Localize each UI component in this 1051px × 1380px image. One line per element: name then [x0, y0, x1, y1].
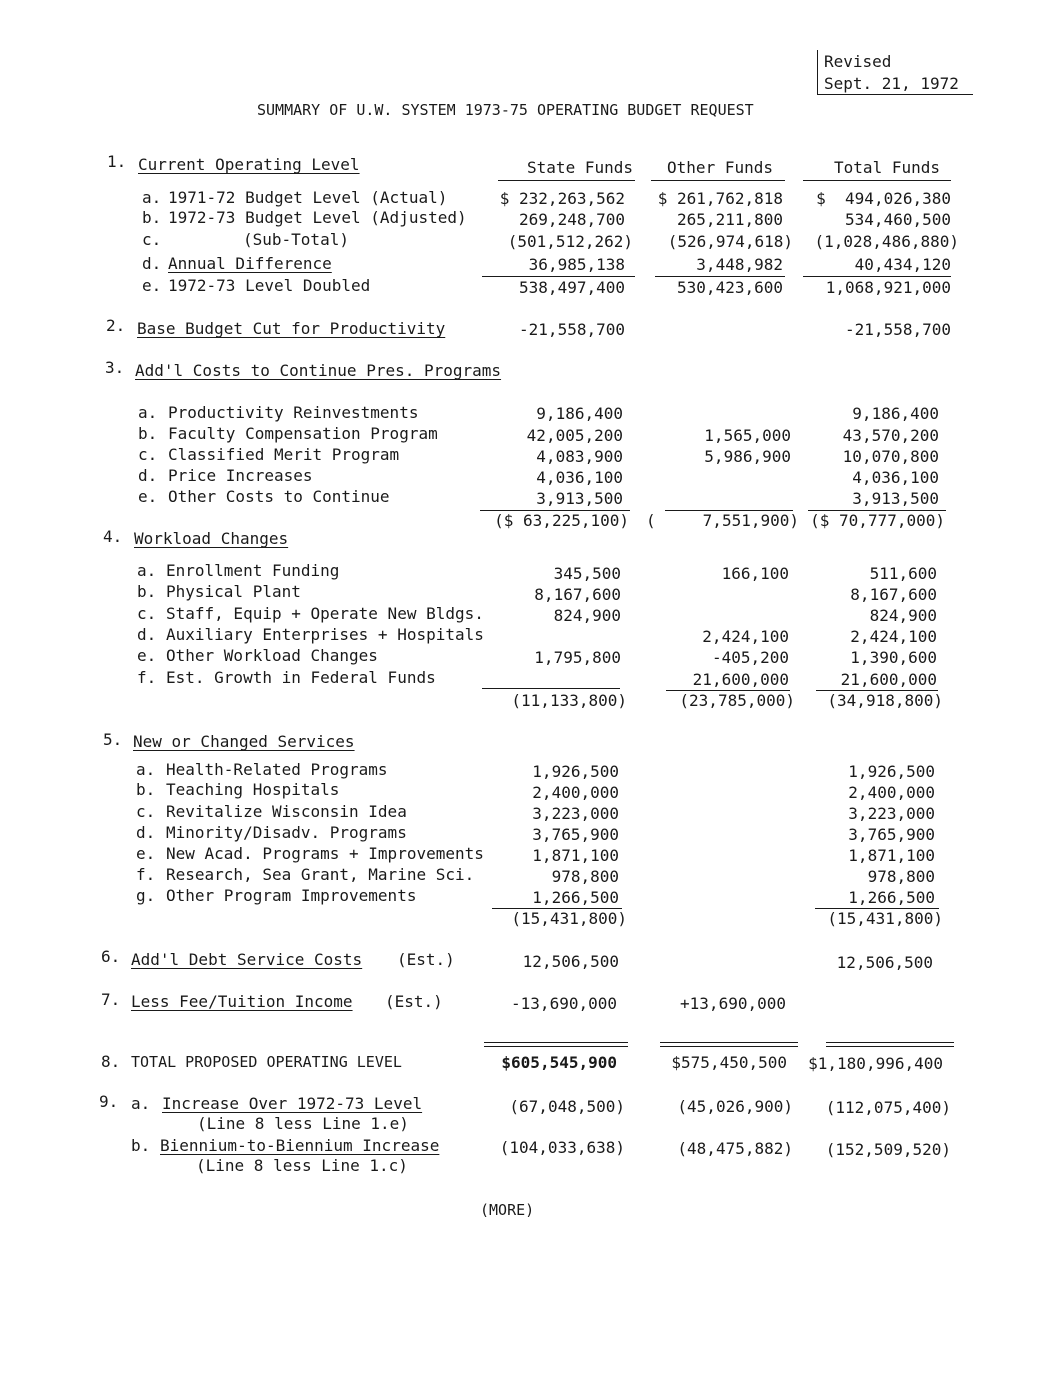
sec3-subtotal-other: 7,551,900) — [702, 511, 799, 530]
sec1-rule-other — [655, 276, 785, 277]
page-title: SUMMARY OF U.W. SYSTEM 1973-75 OPERATING BUDGET REQUEST — [257, 101, 754, 119]
sec9-a-total: (112,075,400) — [825, 1098, 951, 1117]
sec3-row-e-total: 3,913,500 — [852, 489, 939, 508]
col-header-state: State Funds — [527, 158, 633, 177]
sec4-row-e-other: -405,200 — [711, 648, 789, 667]
sec4-row-a-label: Enrollment Funding — [166, 561, 340, 580]
sec1-row-c-other: (526,974,618) — [667, 232, 793, 251]
sec5-row-f-label: Research, Sea Grant, Marine Sci. — [166, 865, 475, 884]
sec1-title: Current Operating Level — [138, 155, 360, 174]
sec8-num: 8. — [101, 1052, 121, 1071]
sec4-row-e-label: Other Workload Changes — [166, 646, 378, 665]
sec4-row-c-total: 824,900 — [869, 606, 937, 625]
sec3-row-b-state: 42,005,200 — [526, 426, 623, 445]
sec5-row-a-total: 1,926,500 — [848, 762, 935, 781]
sec3-row-c-total: 10,070,800 — [842, 447, 939, 466]
sec3-row-b-total: 43,570,200 — [842, 426, 939, 445]
sec9-num: 9. — [99, 1092, 119, 1111]
sec4-row-d-letter: d. — [137, 625, 157, 644]
sec4-row-c-state: 824,900 — [553, 606, 621, 625]
sec7-title: Less Fee/Tuition Income — [131, 992, 353, 1011]
sec3-row-d-letter: d. — [138, 466, 158, 485]
sec5-row-b-letter: b. — [136, 780, 156, 799]
sec4-row-f-label: Est. Growth in Federal Funds — [166, 668, 436, 687]
sec4-title: Workload Changes — [134, 529, 289, 548]
sec3-subtotal-state: ($ 63,225,100) — [494, 511, 629, 530]
sec5-row-a-letter: a. — [136, 760, 156, 779]
sec3-row-c-state: 4,083,900 — [536, 447, 623, 466]
sec1-row-c-letter: c. — [142, 230, 162, 249]
sec5-row-c-label: Revitalize Wisconsin Idea — [166, 802, 407, 821]
sec6-num: 6. — [101, 947, 121, 966]
sec9-a-other: (45,026,900) — [677, 1097, 793, 1116]
sec3-row-b-label: Faculty Compensation Program — [168, 424, 438, 443]
sec5-row-c-letter: c. — [136, 802, 156, 821]
sec8-state: $605,545,900 — [501, 1053, 617, 1072]
revised-underline — [817, 94, 973, 95]
sec5-row-g-total: 1,266,500 — [848, 888, 935, 907]
sec1-row-a-letter: a. — [142, 188, 162, 207]
sec1-row-b-other: 265,211,800 — [677, 210, 783, 229]
col-header-total-rule — [803, 180, 951, 181]
sec2-total: -21,558,700 — [845, 320, 951, 339]
sec8-double-rule-other-1 — [660, 1042, 798, 1043]
sec6-title: Add'l Debt Service Costs — [131, 950, 363, 969]
revised-bracket — [817, 50, 818, 94]
sec5-row-c-state: 3,223,000 — [532, 804, 619, 823]
sec1-row-a-state: $ 232,263,562 — [499, 189, 625, 208]
sec8-other: $575,450,500 — [671, 1053, 787, 1072]
sec5-row-d-total: 3,765,900 — [848, 825, 935, 844]
sec4-rule-state — [482, 688, 620, 689]
sec1-row-a-other: $ 261,762,818 — [657, 189, 783, 208]
sec4-row-f-other: 21,600,000 — [692, 670, 789, 689]
sec1-row-d-total: 40,434,120 — [854, 255, 951, 274]
sec4-row-d-label: Auxiliary Enterprises + Hospitals — [166, 625, 484, 644]
sec4-row-b-state: 8,167,600 — [534, 585, 621, 604]
more-indicator: (MORE) — [480, 1201, 535, 1219]
sec9-a-state: (67,048,500) — [509, 1097, 625, 1116]
sec4-num: 4. — [103, 527, 123, 546]
sec5-row-e-state: 1,871,100 — [532, 846, 619, 865]
sec5-row-d-label: Minority/Disadv. Programs — [166, 823, 407, 842]
sec3-row-c-other: 5,986,900 — [704, 447, 791, 466]
sec9-b-title: Biennium-to-Biennium Increase — [160, 1136, 440, 1155]
sec3-row-c-label: Classified Merit Program — [168, 445, 400, 464]
sec9-b-total: (152,509,520) — [825, 1140, 951, 1159]
sec8-double-rule-state-2 — [484, 1046, 628, 1047]
sec4-row-a-other: 166,100 — [721, 564, 789, 583]
sec1-row-d-label: Annual Difference — [168, 254, 332, 273]
sec1-row-e-label: 1972-73 Level Doubled — [168, 276, 371, 295]
sec8-double-rule-total-2 — [826, 1046, 954, 1047]
sec9-b-state: (104,033,638) — [499, 1138, 625, 1157]
sec4-row-e-letter: e. — [137, 646, 157, 665]
sec3-row-a-letter: a. — [138, 403, 158, 422]
sec6-state: 12,506,500 — [522, 952, 619, 971]
sec8-double-rule-total-1 — [826, 1042, 954, 1043]
sec2-state: -21,558,700 — [519, 320, 625, 339]
sec5-row-b-total: 2,400,000 — [848, 783, 935, 802]
sec1-row-e-total: 1,068,921,000 — [825, 278, 951, 297]
col-header-other: Other Funds — [667, 158, 773, 177]
sec4-row-c-label: Staff, Equip + Operate New Bldgs. — [166, 604, 484, 623]
sec5-row-a-label: Health-Related Programs — [166, 760, 388, 779]
sec1-row-b-state: 269,248,700 — [519, 210, 625, 229]
sec5-row-b-label: Teaching Hospitals — [166, 780, 340, 799]
sec5-row-b-state: 2,400,000 — [532, 783, 619, 802]
sec8-double-rule-state-1 — [484, 1042, 628, 1043]
sec1-row-d-letter: d. — [142, 254, 162, 273]
sec7-other: +13,690,000 — [680, 994, 786, 1013]
sec1-row-e-other: 530,423,600 — [677, 278, 783, 297]
col-header-other-rule — [651, 180, 785, 181]
sec5-row-g-label: Other Program Improvements — [166, 886, 417, 905]
sec1-rule-total — [803, 276, 951, 277]
sec1-row-c-total: (1,028,486,880) — [814, 232, 959, 251]
sec5-subtotal-state: (15,431,800) — [511, 909, 627, 928]
sec5-row-f-state: 978,800 — [551, 867, 619, 886]
sec3-row-d-label: Price Increases — [168, 466, 313, 485]
sec3-row-d-state: 4,036,100 — [536, 468, 623, 487]
sec3-row-e-state: 3,913,500 — [536, 489, 623, 508]
sec1-row-e-letter: e. — [142, 276, 162, 295]
sec6-note: (Est.) — [397, 950, 455, 969]
sec5-num: 5. — [103, 730, 123, 749]
sec5-subtotal-total: (15,431,800) — [827, 909, 943, 928]
sec8-title: TOTAL PROPOSED OPERATING LEVEL — [131, 1053, 402, 1071]
sec3-row-e-label: Other Costs to Continue — [168, 487, 390, 506]
sec4-subtotal-state: (11,133,800) — [511, 691, 627, 710]
sec9-a-title: Increase Over 1972-73 Level — [162, 1094, 423, 1113]
sec6-total: 12,506,500 — [836, 953, 933, 972]
sec9-b-note: (Line 8 less Line 1.c) — [196, 1156, 408, 1175]
sec4-row-a-letter: a. — [137, 561, 157, 580]
sec5-row-g-letter: g. — [136, 886, 156, 905]
sec5-row-d-state: 3,765,900 — [532, 825, 619, 844]
sec7-note: (Est.) — [385, 992, 443, 1011]
sec9-a-letter: a. — [131, 1094, 151, 1113]
sec9-b-letter: b. — [131, 1136, 151, 1155]
sec1-row-b-letter: b. — [142, 208, 162, 227]
sec1-row-b-label: 1972-73 Budget Level (Adjusted) — [168, 208, 467, 227]
sec4-row-b-label: Physical Plant — [166, 582, 301, 601]
col-header-state-rule — [498, 180, 635, 181]
sec1-row-c-label: (Sub-Total) — [243, 230, 349, 249]
sec5-row-d-letter: d. — [136, 823, 156, 842]
sec4-row-f-letter: f. — [137, 668, 157, 687]
sec9-a-note: (Line 8 less Line 1.e) — [197, 1114, 409, 1133]
sec5-title: New or Changed Services — [133, 732, 355, 751]
sec4-subtotal-total: (34,918,800) — [827, 691, 943, 710]
sec3-row-b-other: 1,565,000 — [704, 426, 791, 445]
sec2-title: Base Budget Cut for Productivity — [137, 319, 446, 338]
sec5-row-c-total: 3,223,000 — [848, 804, 935, 823]
sec4-subtotal-other: (23,785,000) — [679, 691, 795, 710]
sec8-double-rule-other-2 — [660, 1046, 798, 1047]
sec1-row-a-label: 1971-72 Budget Level (Actual) — [168, 188, 448, 207]
sec9-b-other: (48,475,882) — [677, 1139, 793, 1158]
sec4-row-b-letter: b. — [137, 582, 157, 601]
sec4-row-a-state: 345,500 — [553, 564, 621, 583]
sec3-row-a-state: 9,186,400 — [536, 404, 623, 423]
sec3-row-d-total: 4,036,100 — [852, 468, 939, 487]
sec4-row-c-letter: c. — [137, 604, 157, 623]
revised-line1: Revised — [824, 52, 892, 71]
sec4-row-f-total: 21,600,000 — [840, 670, 937, 689]
sec5-row-g-state: 1,266,500 — [532, 888, 619, 907]
sec3-subtotal-other-open: ( — [646, 511, 656, 530]
sec1-row-b-total: 534,460,500 — [845, 210, 951, 229]
sec5-row-f-total: 978,800 — [867, 867, 935, 886]
sec1-row-c-state: (501,512,262) — [507, 232, 633, 251]
revised-line2: Sept. 21, 1972 — [824, 74, 959, 93]
sec4-row-a-total: 511,600 — [869, 564, 937, 583]
sec4-row-e-total: 1,390,600 — [850, 648, 937, 667]
sec7-num: 7. — [101, 990, 121, 1009]
sec4-row-b-total: 8,167,600 — [850, 585, 937, 604]
sec4-row-d-total: 2,424,100 — [850, 627, 937, 646]
col-header-total: Total Funds — [834, 158, 940, 177]
sec1-row-a-total: $ 494,026,380 — [816, 189, 951, 208]
sec3-row-c-letter: c. — [138, 445, 158, 464]
sec5-row-e-total: 1,871,100 — [848, 846, 935, 865]
sec5-row-e-letter: e. — [136, 844, 156, 863]
sec3-title: Add'l Costs to Continue Pres. Programs — [135, 361, 502, 380]
sec3-subtotal-total: ($ 70,777,000) — [810, 511, 945, 530]
sec1-row-d-other: 3,448,982 — [696, 255, 783, 274]
sec8-total: $1,180,996,400 — [808, 1054, 943, 1073]
sec1-rule-state — [482, 276, 635, 277]
sec5-row-a-state: 1,926,500 — [532, 762, 619, 781]
sec4-row-d-other: 2,424,100 — [702, 627, 789, 646]
sec7-state: -13,690,000 — [511, 994, 617, 1013]
sec3-row-b-letter: b. — [138, 424, 158, 443]
sec1-row-e-state: 538,497,400 — [519, 278, 625, 297]
sec5-row-e-label: New Acad. Programs + Improvements — [166, 844, 484, 863]
sec3-row-a-total: 9,186,400 — [852, 404, 939, 423]
sec4-row-e-state: 1,795,800 — [534, 648, 621, 667]
sec2-num: 2. — [106, 316, 126, 335]
sec1-row-d-state: 36,985,138 — [528, 255, 625, 274]
sec5-row-f-letter: f. — [136, 865, 156, 884]
sec3-row-a-label: Productivity Reinvestments — [168, 403, 419, 422]
sec3-num: 3. — [105, 358, 125, 377]
sec1-num: 1. — [107, 152, 127, 171]
sec3-row-e-letter: e. — [138, 487, 158, 506]
